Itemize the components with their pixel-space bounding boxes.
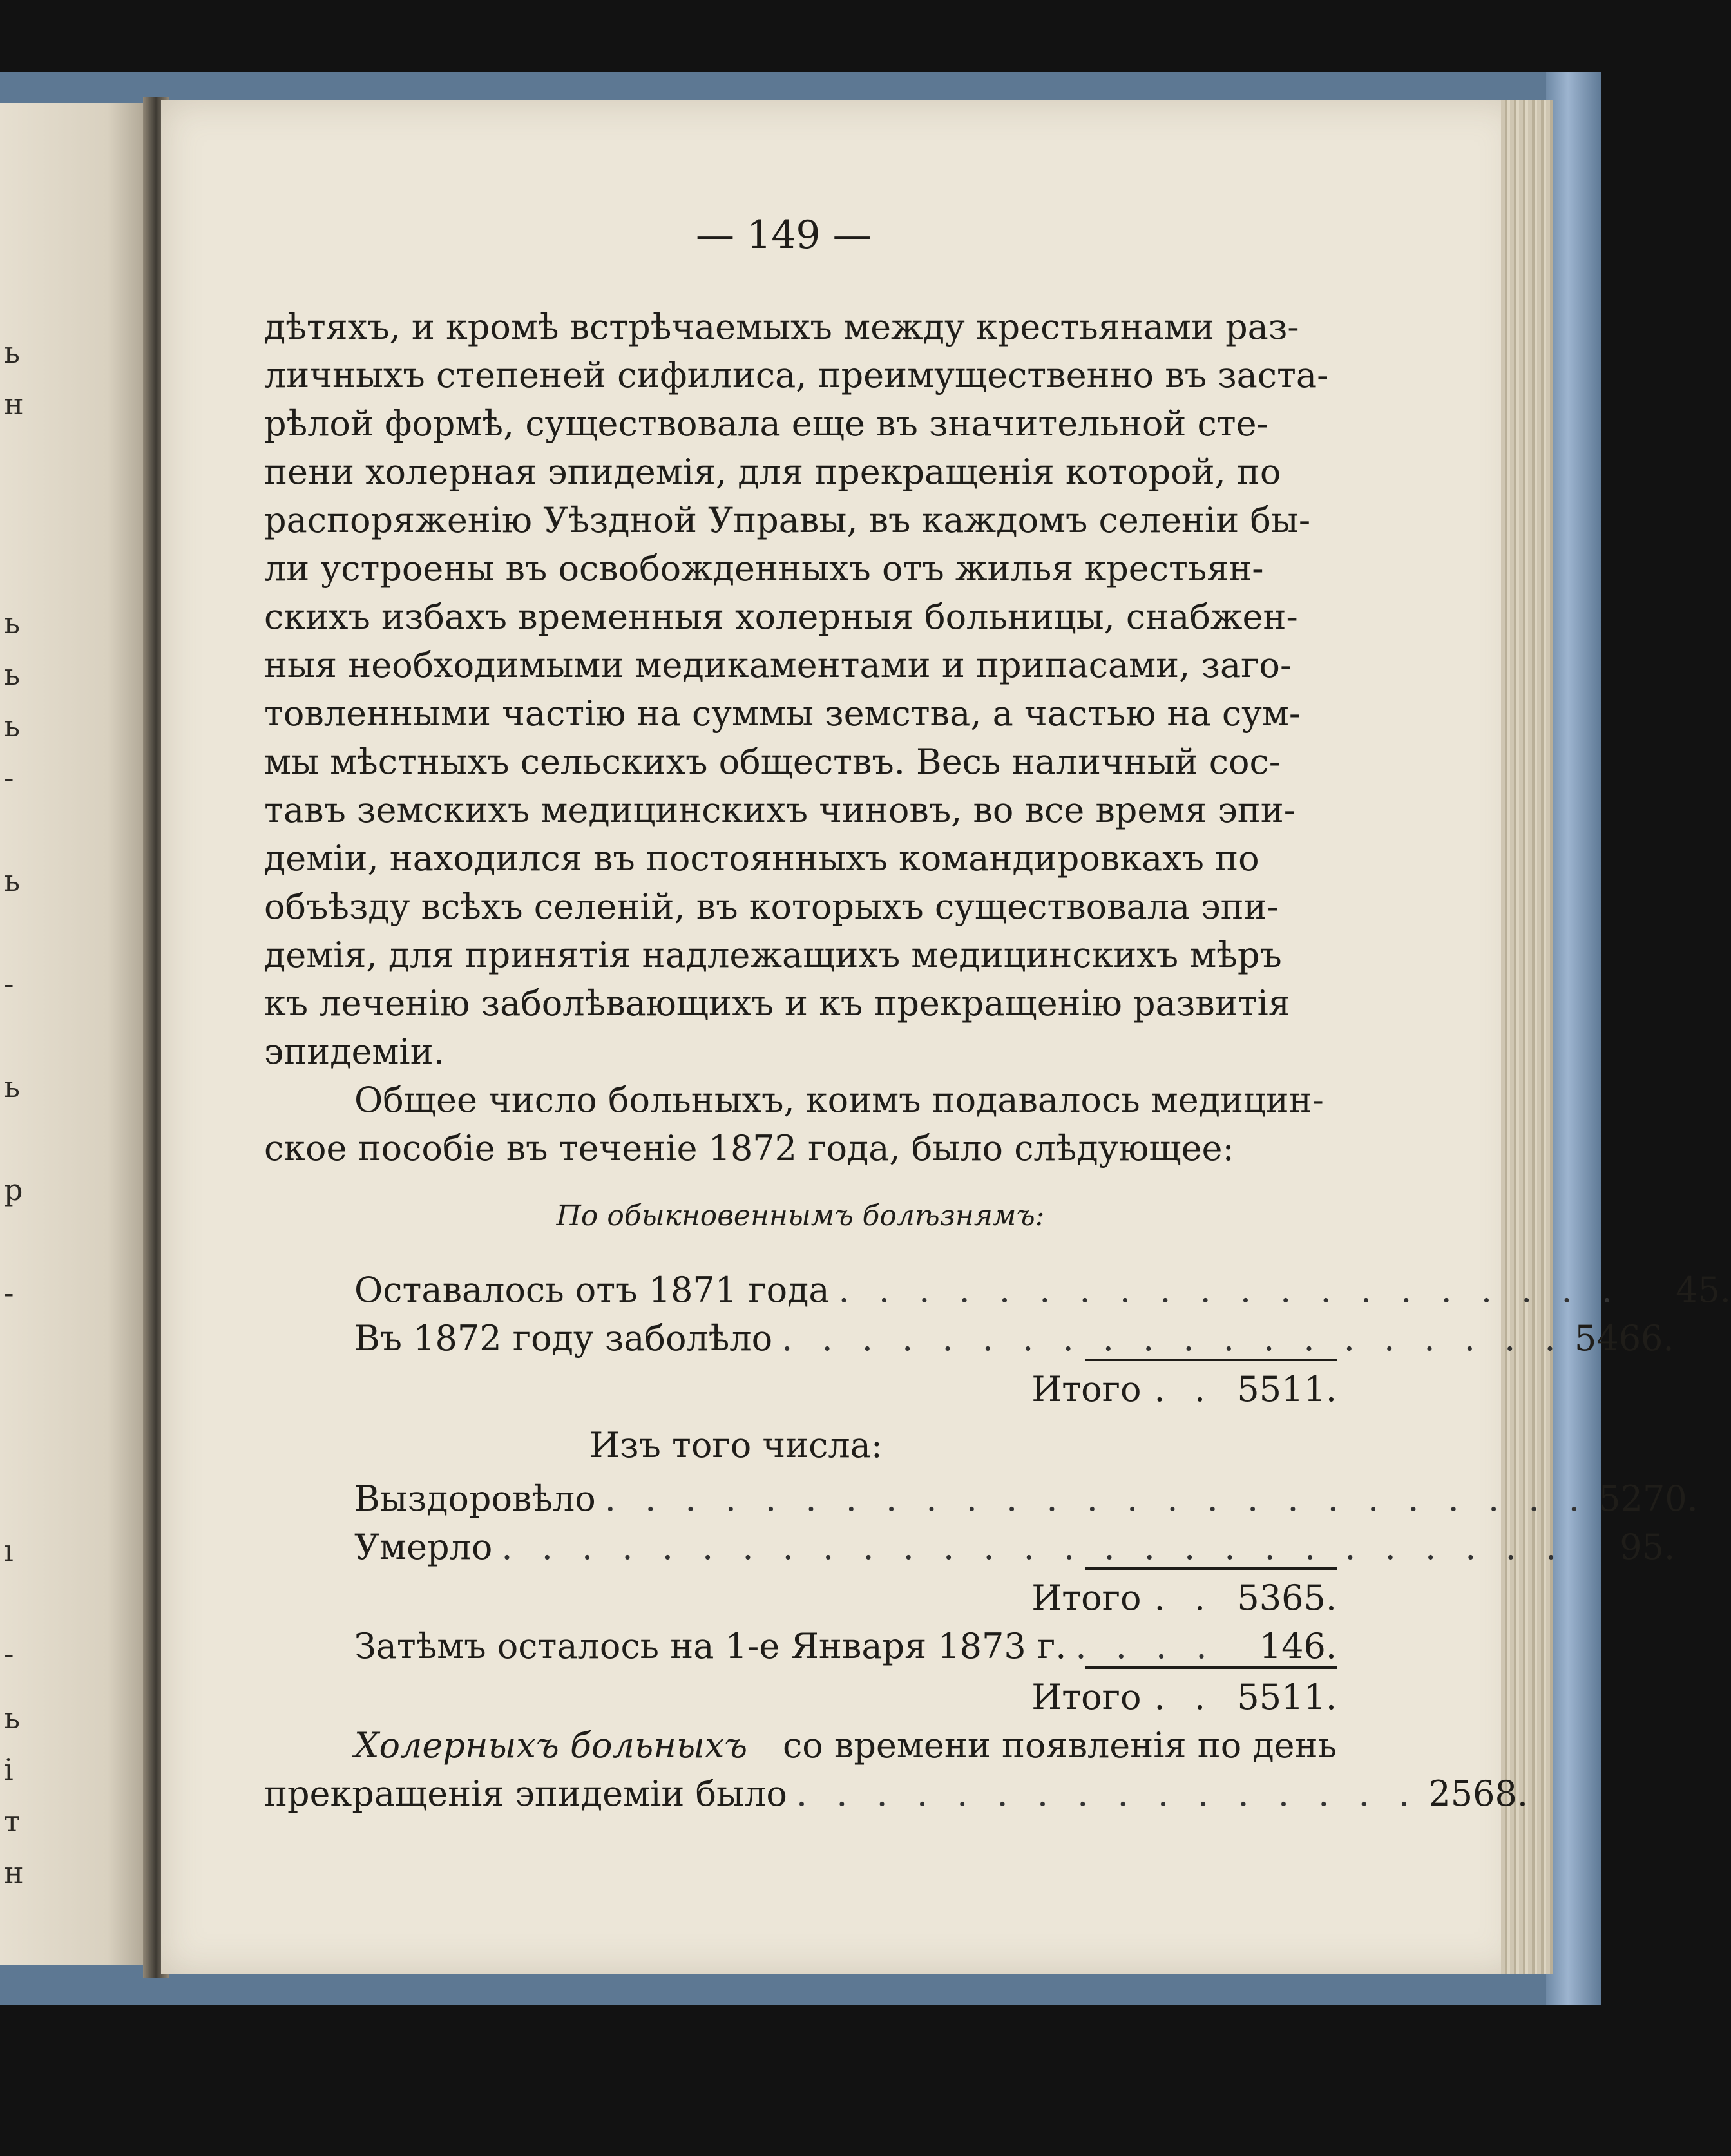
text-line: рѣлой формѣ, существовала еще въ значительной сте-: [264, 403, 1268, 444]
table-row: [264, 1266, 1731, 1314]
total-row: [264, 1365, 1337, 1413]
cholera-line: [264, 1721, 1337, 1770]
row-label: Оставалось отъ 1871 года: [354, 1270, 830, 1310]
row-value: 5466.: [1574, 1318, 1674, 1359]
left-page-fragment: -: [4, 1636, 14, 1671]
left-page-fragment: ь: [4, 657, 21, 692]
text-line: эпидеміи.: [264, 1031, 445, 1072]
leader-dots: . . . . . . . . . . . . . . . .: [796, 1773, 1419, 1814]
row-label: Умерло: [354, 1527, 493, 1567]
text-line: ли устроены въ освобожденныхъ отъ жилья крестьян-: [264, 548, 1264, 589]
total-label: Итого: [1031, 1677, 1142, 1717]
leader-dots: . . . .: [1075, 1626, 1216, 1666]
page-edges: [1501, 100, 1553, 1974]
table-row: [264, 1523, 1676, 1571]
left-page-fragment: т: [4, 1804, 21, 1838]
text-line: личныхъ степеней сифилиса, преимущественно въ заста-: [264, 355, 1329, 396]
cholera-total-row: [264, 1770, 1528, 1818]
leader-dots: . . . . . . . . . . . . . . . . . . . .: [838, 1270, 1621, 1310]
row-value: 95.: [1620, 1527, 1676, 1567]
text-line: распоряженію Уѣздной Управы, въ каждомъ селеніи бы-: [264, 500, 1311, 540]
left-page-fragment: р: [4, 1172, 23, 1207]
left-page-fragment: ь: [4, 709, 21, 743]
text-line: деміи, находился въ постоянныхъ командировкахъ по: [264, 838, 1259, 879]
total-row: [264, 1574, 1337, 1622]
cholera-total-value: 2568.: [1428, 1773, 1528, 1814]
left-page-fragment: ı: [4, 1533, 14, 1568]
text-line: къ леченію заболѣвающихъ и къ прекращенію развитія: [264, 983, 1290, 1024]
text-line: пени холерная эпидемія, для прекращенія которой, по: [264, 452, 1281, 492]
leader-dots: . .: [1154, 1677, 1214, 1717]
text-line: Общее число больныхъ, коимъ подавалось медицин-: [354, 1080, 1324, 1120]
text-line: объѣзду всѣхъ селеній, въ которыхъ существовала эпи-: [264, 886, 1279, 927]
leader-dots: . .: [1154, 1369, 1214, 1409]
leader-dots: . . . . . . . . . . . . . . . . . . . . . . . . .: [604, 1478, 1589, 1519]
section-heading: По обыкновеннымъ болѣзнямъ:: [556, 1199, 1045, 1232]
total-value: 5511.: [1237, 1369, 1337, 1409]
text-line: тавъ земскихъ медицинскихъ чиновъ, во все время эпи-: [264, 790, 1296, 830]
table-row: [264, 1622, 1337, 1670]
left-page-fragment: і: [4, 1752, 14, 1787]
table-row: [264, 1314, 1674, 1362]
left-page-fragment: ь: [4, 335, 21, 370]
paragraph-1: [264, 303, 1337, 1076]
text-line: ское пособіе въ теченіе 1872 года, было слѣдующее:: [264, 1128, 1234, 1169]
left-page-fragment: н: [4, 386, 24, 421]
cholera-total-label: прекращенія эпидеміи было: [264, 1773, 787, 1814]
row-value: 45.: [1676, 1270, 1731, 1310]
total-row: [264, 1673, 1337, 1721]
left-page-fragment: ь: [4, 1069, 21, 1104]
total-value: 5365.: [1237, 1578, 1337, 1618]
left-page-fragment: -: [4, 966, 14, 1001]
row-label: Затѣмъ осталось на 1-е Января 1873 г.: [354, 1626, 1067, 1666]
left-page-fragment: н: [4, 1855, 24, 1890]
text-line: демія, для принятія надлежащихъ медицинскихъ мѣръ: [264, 935, 1282, 975]
text-line: мы мѣстныхъ сельскихъ обществъ. Весь наличный сос-: [264, 741, 1281, 782]
left-page: [0, 103, 153, 1965]
text-line: ныя необходимыми медикаментами и припасами, заго-: [264, 645, 1292, 685]
total-value: 5511.: [1237, 1677, 1337, 1717]
subheading: Изъ того числа:: [589, 1425, 883, 1465]
paragraph-2: [264, 1076, 1337, 1172]
left-page-fragment: ь: [4, 606, 21, 640]
leader-dots: . .: [1154, 1578, 1214, 1618]
row-value: 146.: [1259, 1626, 1337, 1666]
left-page-fragment: ь: [4, 1701, 21, 1735]
left-page-fragment: ь: [4, 863, 21, 898]
row-label: Выздоровѣло: [354, 1478, 596, 1519]
text-line: дѣтяхъ, и кромѣ встрѣчаемыхъ между крестьянами раз-: [264, 307, 1299, 347]
row-label: Въ 1872 году заболѣло: [354, 1318, 773, 1359]
table-row: [264, 1474, 1698, 1523]
total-label: Итого: [1031, 1578, 1142, 1618]
total-label: Итого: [1031, 1369, 1142, 1409]
page-body: [264, 303, 1731, 1818]
text-line: скихъ избахъ временныя холерныя больницы, снабжен-: [264, 596, 1298, 637]
leader-dots: . . . . . . . . . . . . . . . . . . . . . . . . . . .: [501, 1527, 1566, 1567]
left-page-fragment: -: [4, 1275, 14, 1310]
cholera-line-text: со времени появленія по день: [783, 1725, 1337, 1766]
page-number: — 149 —: [696, 213, 872, 258]
leader-dots: . . . . . . . . . . . . . . . . . . . .: [781, 1318, 1565, 1359]
cholera-italic-label: Холерныхъ больныхъ: [354, 1725, 748, 1766]
row-value: 5270.: [1598, 1478, 1698, 1519]
cover-edge: [1546, 72, 1601, 2005]
text-line: товленными частію на суммы земства, а частью на сум-: [264, 693, 1301, 734]
left-page-fragment: -: [4, 760, 14, 795]
